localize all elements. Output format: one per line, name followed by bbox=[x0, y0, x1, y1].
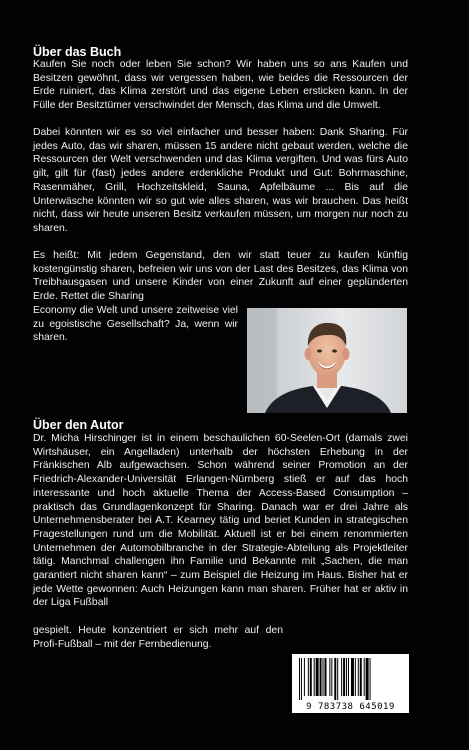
barcode-bars bbox=[297, 658, 404, 700]
about-author-paragraph: Dr. Micha Hirschinger ist in einem beschaulichen 60-Seelen-Ort (damals zwei Wirtshäuser, ein Angelladen) unterhalb der höchsten Erhebung in der Fränkischen Alb aufgewachsen. Schon während seiner Promotion an der Friedrich-Alexander-Universität Erlangen-Nürnberg stieß er auf das hoch interessante und hoch aktuelle Thema der Access-Based Consumption – praktisch das Grundlagenkonzept für Sharing. Danach war er drei Jahre als Unternehmensberater bei A.T. Kearney tätig und beriet Kunden in strategischen Fragestellungen rund um die Mobilität. Aktuell ist er bei einem renommierten Unternehmen der Automobilbranche in der Strategie-Abteilung als Projektleiter tätig. Manchmal challengen ihn Familie und Bekannte mit „Sachen, die man garantiert nicht sharen kann“ – zum Beispiel die Heizung im Haus. Bisher hat er jede Wette gewonnen: Auch Heizungen kann man sharen. Früher hat er aktiv in der Liga Fußball bbox=[33, 433, 408, 609]
about-book-paragraph-3: Es heißt: Mit jedem Gegenstand, den wir statt teuer zu kaufen künftig kostengünstig sharen, befreien wir uns von der Last des Besitzes, das Klima von Treibhausgasen und unsere Kinder von einer Zukunft auf einer geplünderten Erde. Rettet die Sharing bbox=[33, 250, 408, 303]
about-author-heading: Über den Autor bbox=[33, 418, 124, 432]
about-book-paragraph-2: Dabei könnten wir es so viel einfacher und besser haben: Dank Sharing. Für jedes Auto, das wir sharen, müssen 15 andere nicht gebaut werden, welche die Ressourcen der Welt verschwenden und das Klima vergiften. Und was fürs Auto gilt, gilt für (fast) jedes andere erdenkliche Produkt und Gut: Bohrmaschine, Rasenmäher, Grill, Hochzeitskleid, Sauna, Apfelbäume ... Bis auf die Unterwäsche könnten wir so gut wie alles sharen, was wir brauchen. Das heißt nicht, dass wir heute unseren Besitz verkaufen müssen, um morgen nur noch zu sharen. bbox=[33, 127, 408, 234]
isbn-number: 9 783738 645019 bbox=[306, 702, 395, 712]
about-book-heading: Über das Buch bbox=[33, 45, 122, 59]
author-portrait-illustration bbox=[247, 308, 407, 413]
isbn-barcode bbox=[292, 654, 409, 713]
about-book-paragraph-4: Economy die Welt und unsere zeitweise viel zu egoistische Gesellschaft? Ja, wenn wir sharen. bbox=[33, 305, 238, 344]
about-book-paragraph-1: Kaufen Sie noch oder leben Sie schon? Wir haben uns so ans Kaufen und Besitzen gewöhnt, dass wir vergessen haben, wie beides die Ressourcen der Erde ruiniert, das Klima zerstört und das eigene Leben ersticken kann. In der Fülle der Besitztümer verschwindet der Mensch, das Klima und die Umwelt. bbox=[33, 59, 408, 112]
author-photo bbox=[247, 308, 407, 413]
about-author-paragraph-end: gespielt. Heute konzentriert er sich mehr auf den Profi-Fußball – mit der Fernbedienung. bbox=[33, 625, 283, 650]
